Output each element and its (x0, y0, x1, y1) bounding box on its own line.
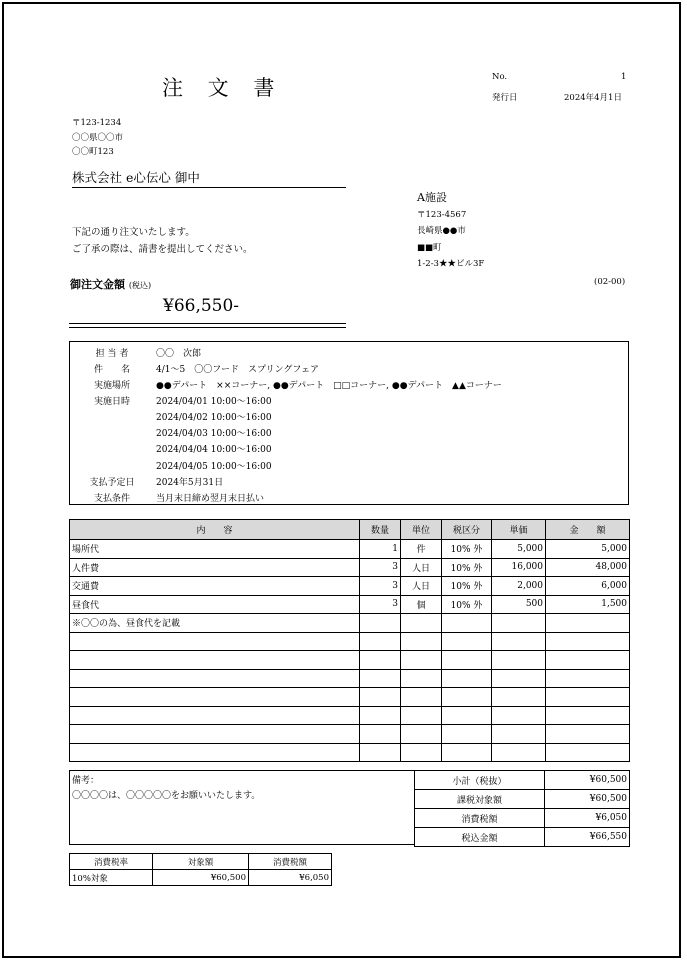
tax-rate: 10%対象 (70, 870, 153, 886)
item-quantity (360, 688, 401, 707)
item-description (70, 725, 360, 744)
item-unit (401, 651, 442, 670)
totals-table (414, 770, 630, 847)
item-description (70, 706, 360, 725)
client-name: 株式会社 e心伝心 御中 (72, 168, 346, 188)
info-value: 2024/04/03 10:00～16:00 (156, 429, 272, 439)
column-header: 単価 (492, 520, 546, 540)
info-label: 担 当 者 (95, 349, 129, 359)
item-tax-class (442, 651, 492, 670)
item-tax-class (442, 688, 492, 707)
item-unit-price (492, 688, 546, 707)
item-amount (546, 706, 630, 725)
item-unit (401, 669, 442, 688)
item-description: 交通費 (70, 577, 360, 596)
item-description: 場所代 (70, 540, 360, 559)
info-value: 〇〇 次郎 (156, 349, 202, 359)
tax-amount: ¥6,050 (249, 870, 332, 886)
item-tax-class: 10% 外 (442, 577, 492, 596)
intro-line-1: 下記の通り注文いたします。 (72, 227, 195, 238)
item-quantity (360, 614, 401, 633)
item-unit-price (492, 725, 546, 744)
item-quantity (360, 632, 401, 651)
item-unit-price (492, 706, 546, 725)
totals-label: 課税対象額 (415, 790, 545, 809)
tax-header: 消費税率 (70, 854, 153, 870)
item-amount: 48,000 (546, 558, 630, 577)
item-description (70, 688, 360, 707)
totals-value: ¥60,500 (545, 790, 630, 809)
table-row (70, 577, 630, 596)
item-unit-price (492, 651, 546, 670)
totals-label: 税込金額 (415, 828, 545, 847)
totals-label: 消費税額 (415, 809, 545, 828)
item-unit (401, 706, 442, 725)
info-label: 実施日時 (93, 397, 130, 407)
item-amount (546, 632, 630, 651)
amount-underline-double (69, 327, 346, 328)
sender-city: 〇〇県〇〇市 (72, 133, 124, 143)
items-header-row (70, 520, 630, 540)
item-quantity: 1 (360, 540, 401, 559)
table-row (70, 595, 630, 614)
item-tax-class (442, 743, 492, 762)
item-amount (546, 669, 630, 688)
item-unit: 個 (401, 595, 442, 614)
item-description: 人件費 (70, 558, 360, 577)
document-code: (02-00) (594, 277, 626, 287)
item-unit-price (492, 614, 546, 633)
doc-no-label: No. (492, 72, 508, 82)
table-row (70, 632, 630, 651)
issue-date-label: 発行日 (492, 93, 518, 103)
info-value: 2024/04/05 10:00～16:00 (156, 462, 272, 472)
item-unit: 件 (401, 540, 442, 559)
column-header: 内 容 (70, 520, 360, 540)
info-value: 2024年5月31日 (156, 478, 224, 488)
table-row (70, 558, 630, 577)
amount-label-text: 御注文金額 (70, 278, 125, 291)
item-unit-price: 16,000 (492, 558, 546, 577)
info-value: 2024/04/02 10:00～16:00 (156, 413, 272, 423)
tax-header: 消費税額 (249, 854, 332, 870)
info-label: 支払条件 (93, 494, 130, 504)
totals-row (415, 809, 630, 828)
item-unit-price (492, 669, 546, 688)
table-row (70, 688, 630, 707)
item-quantity (360, 651, 401, 670)
items-table (69, 519, 630, 762)
info-value: 4/1～5 〇〇フード スプリングフェア (156, 365, 319, 375)
facility-name: A施設 (417, 191, 447, 204)
totals-value: ¥6,050 (545, 809, 630, 828)
item-unit: 人日 (401, 558, 442, 577)
item-quantity (360, 725, 401, 744)
info-value: 2024/04/01 10:00～16:00 (156, 397, 272, 407)
column-header: 税区分 (442, 520, 492, 540)
document-title: 注 文 書 (162, 76, 284, 100)
facility-town: ■■町 (417, 242, 442, 253)
item-amount (546, 743, 630, 762)
item-tax-class (442, 669, 492, 688)
item-description: 昼食代 (70, 595, 360, 614)
item-description (70, 651, 360, 670)
remarks-label: 備考： (72, 776, 100, 786)
item-tax-class: 10% 外 (442, 540, 492, 559)
table-row (70, 725, 630, 744)
item-tax-class (442, 614, 492, 633)
sender-street: 〇〇町123 (72, 147, 114, 157)
item-tax-class: 10% 外 (442, 595, 492, 614)
item-amount: 1,500 (546, 595, 630, 614)
doc-no: 1 (621, 72, 627, 82)
totals-row (415, 771, 630, 790)
info-label: 件 名 (93, 365, 130, 375)
issue-date: 2024年4月1日 (564, 93, 622, 103)
column-header: 単位 (401, 520, 442, 540)
remarks-text: 〇〇〇〇は、〇〇〇〇〇をお願いいたします。 (72, 791, 261, 801)
tax-header: 対象額 (153, 854, 249, 870)
item-description (70, 632, 360, 651)
remarks-box (69, 770, 415, 845)
table-row (70, 669, 630, 688)
tax-row (70, 870, 332, 886)
item-unit (401, 743, 442, 762)
info-value: 2024/04/04 10:00～16:00 (156, 445, 272, 455)
totals-value: ¥60,500 (545, 771, 630, 790)
table-row (70, 706, 630, 725)
item-tax-class (442, 706, 492, 725)
totals-label: 小計（税抜） (415, 771, 545, 790)
item-quantity: 3 (360, 558, 401, 577)
intro-text (72, 224, 253, 258)
item-quantity (360, 669, 401, 688)
item-unit (401, 632, 442, 651)
totals-value: ¥66,550 (545, 828, 630, 847)
item-unit-price (492, 743, 546, 762)
item-amount (546, 614, 630, 633)
item-description (70, 669, 360, 688)
tax-header-row (70, 854, 332, 870)
item-amount (546, 688, 630, 707)
table-row (70, 743, 630, 762)
amount-label-note: (税込) (128, 281, 152, 290)
table-row (70, 651, 630, 670)
column-header: 数量 (360, 520, 401, 540)
facility-block (417, 190, 484, 273)
facility-postal: 〒123-4567 (417, 209, 467, 220)
amount-underline (69, 323, 346, 324)
item-tax-class: 10% 外 (442, 558, 492, 577)
item-unit-price (492, 632, 546, 651)
item-quantity (360, 743, 401, 762)
intro-line-2: ご了承の際は、請書を提出してください。 (72, 244, 253, 255)
item-tax-class (442, 632, 492, 651)
item-amount (546, 651, 630, 670)
item-unit-price: 5,000 (492, 540, 546, 559)
item-quantity: 3 (360, 595, 401, 614)
item-amount (546, 725, 630, 744)
totals-row (415, 790, 630, 809)
table-row (70, 540, 630, 559)
order-info-box (69, 341, 629, 505)
info-value: ●●デパート ××コーナー, ●●デパート □□コーナー, ●●デパート ▲▲コーナー (156, 381, 502, 391)
tax-base: ¥60,500 (153, 870, 249, 886)
item-description: ※〇〇の為、昼食代を記載 (70, 614, 360, 633)
item-unit (401, 614, 442, 633)
item-unit: 人日 (401, 577, 442, 596)
item-amount: 5,000 (546, 540, 630, 559)
item-unit-price: 2,000 (492, 577, 546, 596)
item-unit (401, 688, 442, 707)
info-value: 当月末日締め翌月末日払い (156, 494, 265, 504)
item-amount: 6,000 (546, 577, 630, 596)
column-header: 金 額 (546, 520, 630, 540)
item-quantity: 3 (360, 577, 401, 596)
sender-postal: 〒123-1234 (72, 118, 122, 128)
totals-row (415, 828, 630, 847)
amount-label (70, 276, 151, 292)
info-label: 支払予定日 (89, 478, 135, 488)
item-tax-class (442, 725, 492, 744)
facility-city: 長崎県●●市 (417, 226, 466, 236)
item-unit-price: 500 (492, 595, 546, 614)
item-description (70, 743, 360, 762)
table-row (70, 614, 630, 633)
item-unit (401, 725, 442, 744)
item-quantity (360, 706, 401, 725)
info-label: 実施場所 (93, 381, 130, 391)
tax-rate-table (69, 853, 332, 886)
order-amount: ¥66,550- (163, 296, 240, 316)
facility-street: 1-2-3★★ビル3F (417, 259, 485, 269)
